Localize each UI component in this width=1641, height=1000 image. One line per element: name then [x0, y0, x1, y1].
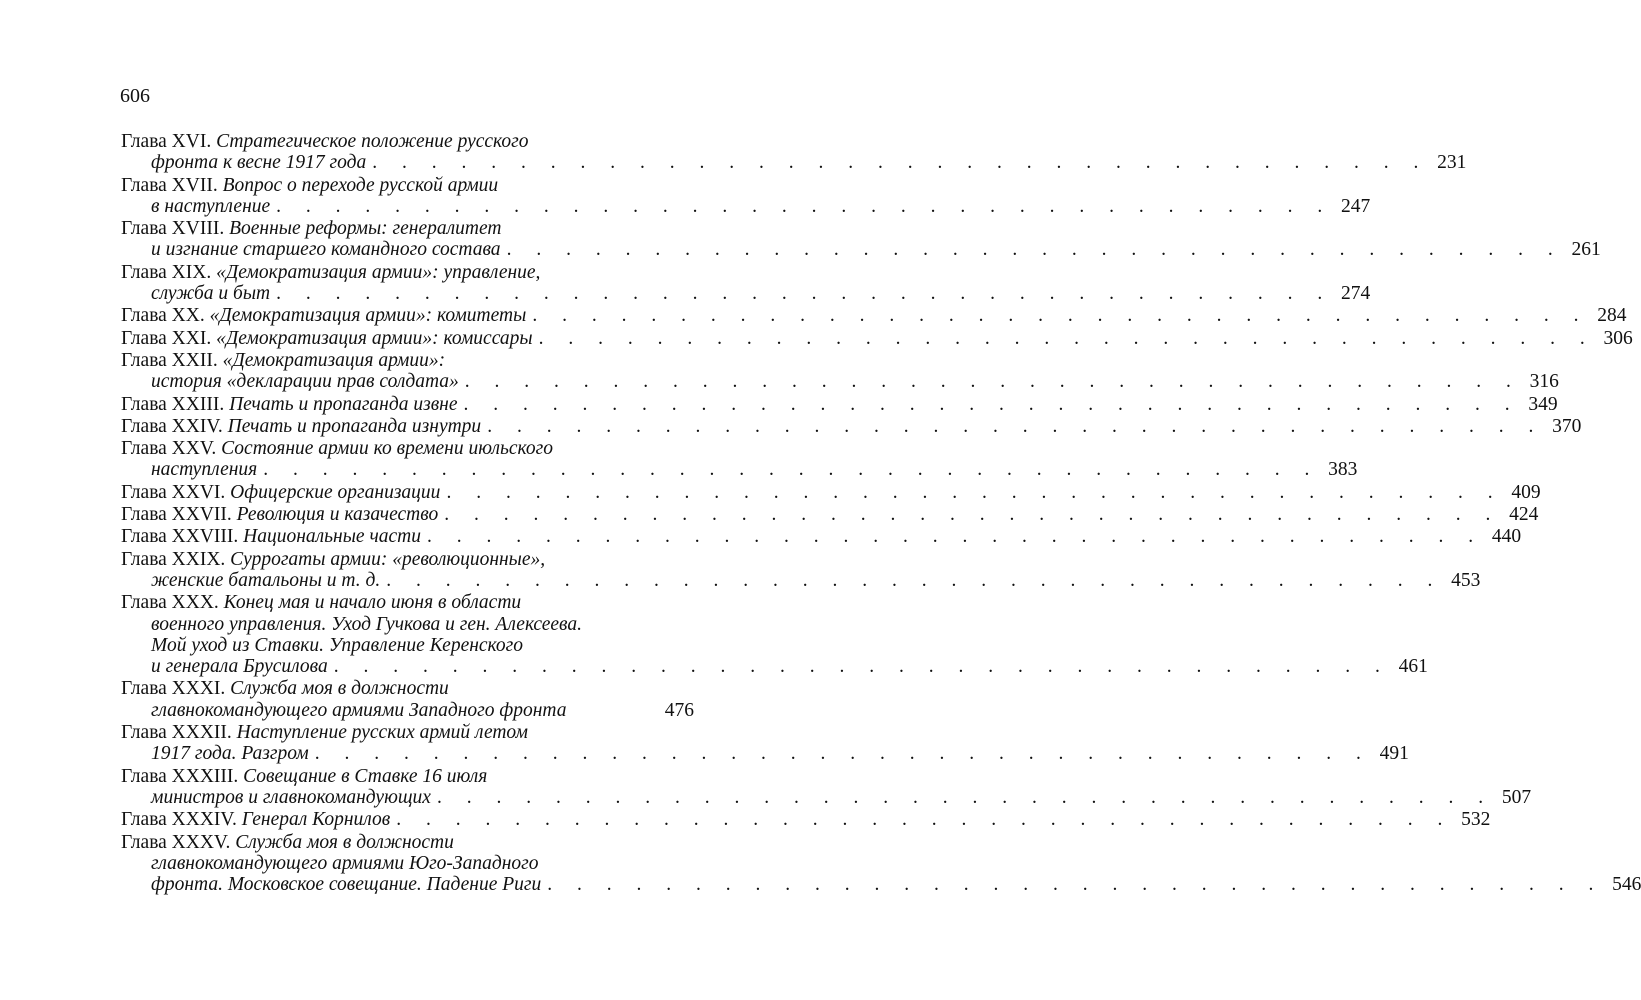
page-ref: 306 — [1603, 327, 1633, 349]
toc-line-text — [121, 678, 449, 699]
toc-entry-line — [121, 131, 694, 152]
chapter-number: Глава XVII. — [121, 174, 218, 196]
toc-line-text — [151, 874, 541, 895]
dot-leader: . . . . . . . . . . . . . . . . . . . . . . . . . . . . . . . . . . . . — [487, 415, 1544, 437]
page-ref: 316 — [1529, 371, 1559, 393]
dot-leader: . . . . . . . . . . . . . . . . . . . . . . . . . . . . . . . . . . . . — [314, 743, 1371, 765]
dot-leader: . . . . . . . . . . . . . . . . . . . . . . . . . . . . . . . . . . . . — [276, 283, 1333, 305]
toc-entry-line — [121, 393, 1558, 415]
toc-line-text — [121, 350, 445, 371]
dot-leader: . . . . . . . . . . . . . . . . . . . . . . . . . . . . . . . . . . . . — [506, 239, 1563, 261]
toc-entry-line — [121, 743, 1409, 765]
toc-entry-line — [121, 415, 1582, 437]
toc-line-text — [121, 131, 529, 152]
chapter-title: Стратегическое положение русского — [216, 131, 529, 152]
toc-line-text — [121, 766, 487, 787]
page-ref: 424 — [1509, 504, 1539, 526]
toc-line-text — [151, 196, 270, 217]
toc-entry — [121, 722, 1409, 765]
toc-entry-line — [121, 614, 694, 635]
toc-line-text — [121, 592, 521, 613]
toc-line-text — [151, 152, 366, 173]
chapter-title: военного управления. Уход Гучкова и ген. Алексеева. — [151, 613, 583, 635]
toc-line-text — [151, 459, 257, 480]
chapter-number: Глава XXIX. — [121, 548, 226, 570]
toc-entry-line — [121, 283, 1371, 305]
toc-line-text — [121, 416, 481, 437]
chapter-title: Суррогаты армии: «революционные», — [230, 548, 546, 570]
toc-line-text — [121, 394, 458, 415]
toc-entry-line — [121, 350, 694, 371]
dot-leader: . . . . . . . . . . . . . . . . . . . . . . . . . . . . . . . . . . . . — [396, 809, 1453, 831]
chapter-title: фронта. Московское совещание. Падение Риги — [151, 874, 542, 896]
toc-entry — [121, 327, 1633, 349]
toc-entry-line — [121, 569, 1481, 591]
chapter-title: «Демократизация армии»: комитеты — [209, 305, 527, 327]
toc-entry-line — [121, 526, 1522, 548]
toc-line-text — [121, 832, 454, 853]
toc-entry — [121, 831, 1641, 896]
dot-leader: . . . . . . . . . . . . . . . . . . . . . . . . . . . . . . . . . . . . — [463, 393, 1520, 415]
toc-entry — [121, 174, 1371, 218]
toc-line-text — [151, 700, 566, 721]
toc-line-text — [121, 438, 553, 459]
chapter-title: женские батальоны и т. д. — [151, 569, 381, 591]
chapter-number: Глава XXVII. — [121, 504, 232, 526]
page-ref: 546 — [1612, 874, 1641, 896]
chapter-title: и генерала Брусилова — [151, 656, 328, 678]
toc-entry-line — [121, 635, 694, 656]
chapter-title: Конец мая и начало июня в области — [223, 592, 522, 614]
toc-entry — [121, 504, 1539, 526]
toc-entry — [121, 526, 1522, 548]
toc-entry-line — [121, 700, 694, 721]
chapter-title: Служба моя в должности — [235, 831, 454, 853]
page-ref: 274 — [1340, 283, 1371, 305]
chapter-title: министров и главнокомандующих — [151, 786, 431, 808]
chapter-number: Глава XXVI. — [121, 481, 226, 503]
toc-line-text — [121, 549, 545, 570]
chapter-title: наступления — [151, 459, 258, 481]
toc-line-text — [121, 482, 440, 503]
page-ref: 370 — [1552, 415, 1582, 437]
page-ref: 507 — [1501, 786, 1532, 808]
toc-line-text — [151, 614, 582, 635]
chapter-number: Глава XXV. — [121, 438, 217, 460]
toc-entry — [121, 481, 1541, 503]
toc-entry-line — [121, 327, 1633, 349]
page-ref: 476 — [664, 699, 694, 721]
chapter-title: «Демократизация армии»: управление, — [216, 261, 541, 283]
toc-entry-line — [121, 195, 1371, 217]
toc-entry-line — [121, 832, 694, 853]
toc-entry-line — [121, 175, 694, 196]
toc-entry-line — [121, 504, 1539, 526]
chapter-title: Национальные части — [243, 526, 421, 548]
chapter-title: «Демократизация армии»: — [222, 349, 446, 371]
toc-entry-line — [121, 549, 694, 570]
page-ref: 261 — [1571, 239, 1601, 261]
toc-entry-line — [121, 786, 1532, 808]
chapter-title: главнокомандующего армиями Западного фронта — [151, 699, 567, 721]
toc-entry — [121, 131, 1467, 174]
toc-entry — [121, 305, 1627, 327]
dot-leader: . . . . . . . . . . . . . . . . . . . . . . . . . . . . . . . . . . . . — [372, 152, 1429, 174]
page-ref: 532 — [1461, 809, 1491, 831]
toc-line-text — [121, 722, 528, 743]
toc-entry-line — [121, 438, 694, 459]
toc-entry-line — [121, 459, 1358, 481]
chapter-title: Военные реформы: генералитет — [229, 218, 502, 240]
chapter-number: Глава XXXIII. — [121, 765, 239, 787]
table-of-contents — [121, 131, 1641, 896]
chapter-number: Глава XXI. — [121, 327, 212, 349]
dot-leader: . . . . . . . . . . . . . . . . . . . . . . . . . . . . . . . . . . . . — [427, 526, 1484, 548]
toc-entry — [121, 678, 694, 721]
chapter-number: Глава XXII. — [121, 349, 218, 371]
toc-entry-line — [121, 656, 1428, 678]
toc-line-text — [121, 328, 533, 349]
dot-leader: . . . . . . . . . . . . . . . . . . . . . . . . . . . . . . . . . . . . — [333, 656, 1390, 678]
toc-line-text — [151, 283, 270, 304]
toc-line-text — [151, 743, 309, 764]
chapter-title: Генерал Корнилов — [241, 809, 391, 831]
toc-line-text — [151, 787, 431, 808]
toc-line-text — [121, 218, 501, 239]
toc-entry — [121, 765, 1532, 809]
chapter-title: Печать и пропаганда изнутри — [227, 415, 482, 437]
toc-entry-line — [121, 853, 694, 874]
toc-entry-line — [121, 239, 1601, 261]
chapter-title: 1917 года. Разгром — [151, 743, 309, 765]
toc-line-text — [151, 635, 523, 656]
toc-entry-line — [121, 152, 1467, 174]
page-ref: 349 — [1528, 393, 1558, 415]
chapter-number: Глава XXIV. — [121, 415, 223, 437]
toc-line-text — [121, 262, 540, 283]
dot-leader: . . . . . . . . . . . . . . . . . . . . . . . . . . . . . . . . . . . . — [436, 786, 1494, 808]
page-ref: 284 — [1597, 305, 1627, 327]
chapter-number: Глава XIX. — [121, 261, 212, 283]
chapter-title: Совещание в Ставке 16 июля — [243, 765, 488, 787]
toc-line-text — [121, 175, 498, 196]
toc-entry-line — [121, 766, 694, 787]
chapter-number: Глава XXIII. — [121, 393, 225, 415]
toc-entry-line — [121, 678, 694, 699]
dot-leader: . . . . . . . . . . . . . . . . . . . . . . . . . . . . . . . . . . . . — [532, 305, 1589, 327]
dot-leader: . . . . . . . . . . . . . . . . . . . . . . . . . . . . . . . . . . . . — [547, 874, 1604, 896]
page-ref: 247 — [1341, 195, 1371, 217]
toc-line-text — [121, 504, 438, 525]
dot-leader: . . . . . . . . . . . . . . . . . . . . . . . . . . . . . . . . . . . . — [263, 459, 1320, 481]
chapter-number: Глава XXXIV. — [121, 809, 237, 831]
dot-leader: . . . . . . . . . . . . . . . . . . . . . . . . . . . . . . . . . . . . — [446, 481, 1503, 503]
toc-entry — [121, 592, 1428, 678]
page-ref: 231 — [1437, 152, 1467, 174]
chapter-number: Глава XXVIII. — [121, 526, 239, 548]
page-ref: 440 — [1491, 526, 1522, 548]
chapter-title: Революция и казачество — [236, 504, 439, 526]
chapter-number: Глава XXXII. — [121, 722, 232, 744]
toc-entry — [121, 438, 1358, 481]
page-ref: 409 — [1511, 481, 1541, 503]
toc-entry — [121, 548, 1481, 592]
chapter-title: «Демократизация армии»: комиссары — [216, 327, 533, 349]
toc-entry — [121, 809, 1491, 831]
chapter-title: Офицерские организации — [230, 481, 441, 503]
toc-entry — [121, 393, 1558, 415]
page-ref: 491 — [1379, 743, 1409, 765]
toc-entry-line — [121, 218, 694, 239]
toc-entry-line — [121, 722, 694, 743]
chapter-title: фронта к весне 1917 года — [151, 152, 367, 174]
toc-entry-line — [121, 371, 1559, 393]
chapter-title: главнокомандующего армиями Юго-Западного — [151, 852, 539, 874]
toc-entry-line — [121, 874, 1641, 896]
dot-leader: . . . . . . . . . . . . . . . . . . . . . . . . . . . . . . . . . . . . — [276, 195, 1333, 217]
toc-entry — [121, 261, 1371, 305]
chapter-title: и изгнание старшего командного состава — [151, 239, 501, 261]
toc-line-text — [151, 371, 459, 392]
chapter-title: Вопрос о переходе русской армии — [222, 174, 499, 196]
chapter-title: Состояние армии ко времени июльского — [221, 438, 553, 460]
chapter-number: Глава XXXV. — [121, 831, 231, 853]
chapter-title: история «декларации прав солдата» — [151, 371, 459, 393]
toc-line-text — [121, 809, 390, 830]
page-ref: 453 — [1451, 569, 1481, 591]
chapter-title: Служба моя в должности — [230, 678, 449, 700]
toc-entry-line — [121, 481, 1541, 503]
toc-line-text — [151, 570, 380, 591]
dot-leader: . . . . . . . . . . . . . . . . . . . . . . . . . . . . . . . . . . . . — [538, 327, 1595, 349]
toc-line-text — [121, 526, 421, 547]
chapter-title: Печать и пропаганда извне — [229, 393, 458, 415]
toc-entry-line — [121, 305, 1627, 327]
toc-entry — [121, 218, 1601, 261]
dot-leader: . . . . . . . . . . . . . . . . . . . . . . . . . . . . . . . . . . . . — [464, 371, 1521, 393]
chapter-title: Наступление русских армий летом — [236, 722, 528, 744]
toc-line-text — [121, 305, 526, 326]
page-ref: 461 — [1398, 656, 1428, 678]
toc-entry — [121, 349, 1559, 393]
chapter-number: Глава XVIII. — [121, 218, 225, 240]
chapter-number: Глава XX. — [121, 305, 205, 327]
chapter-number: Глава XXX. — [121, 592, 219, 614]
toc-entry-line — [121, 592, 694, 613]
toc-line-text — [151, 853, 538, 874]
toc-entry-line — [121, 809, 1491, 831]
chapter-title: в наступление — [151, 195, 271, 217]
chapter-title: служба и быт — [151, 283, 271, 305]
toc-line-text — [151, 239, 501, 260]
chapter-title: Мой уход из Ставки. Управление Керенского — [151, 634, 524, 656]
page-ref: 383 — [1328, 459, 1358, 481]
toc-entry-line — [121, 262, 694, 283]
dot-leader: . . . . . . . . . . . . . . . . . . . . . . . . . . . . . . . . . . . . — [386, 569, 1443, 591]
dot-leader: . . . . . . . . . . . . . . . . . . . . . . . . . . . . . . . . . . . . — [444, 504, 1501, 526]
toc-entry — [121, 415, 1582, 437]
chapter-number: Глава XVI. — [121, 131, 212, 152]
chapter-number: Глава XXXI. — [121, 678, 226, 700]
toc-line-text — [151, 656, 328, 677]
page-number: 606 — [120, 85, 150, 107]
